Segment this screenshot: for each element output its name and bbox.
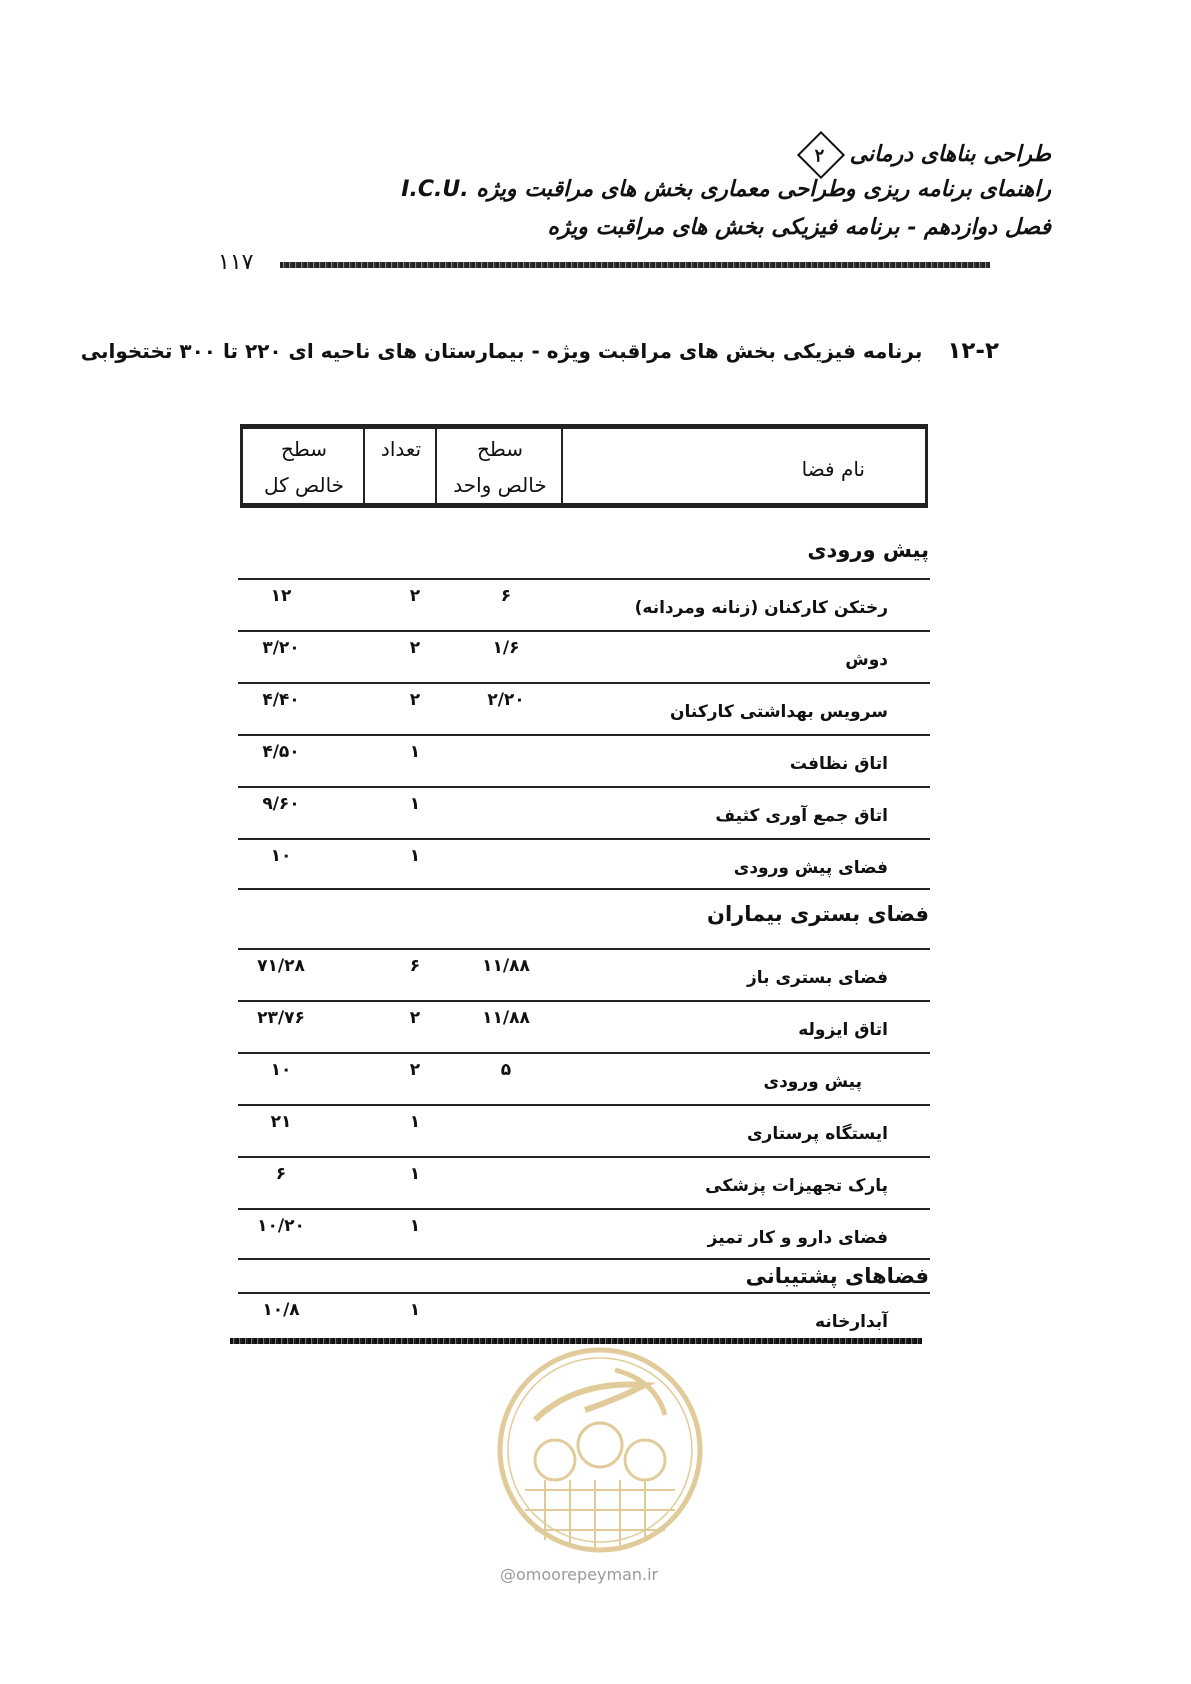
table-row [238,682,930,734]
table-row [238,578,930,630]
row-count: ۱ [409,1216,421,1236]
row-count: ۱ [409,1164,421,1184]
column-header-name-label: نام فضا [801,457,865,481]
group-divider [238,888,930,890]
row-total-area: ۹/۶۰ [262,794,300,814]
row-unit-area: ۱/۶ [492,638,520,658]
column-header-total-line2: خالص کل [263,473,345,497]
row-name: دوش [845,650,888,670]
table-row [238,1292,930,1338]
column-header-unit-line1: سطح [476,437,524,461]
row-total-area: ۳/۲۰ [262,638,300,658]
row-count: ۲ [409,690,421,710]
table-row [238,1000,930,1052]
header-divider [280,262,990,268]
row-count: ۶ [409,956,421,976]
header-book-title [800,138,1051,172]
page-number: ۱۱۷ [218,250,254,275]
column-header-unit-line2: خالص واحد [453,473,547,497]
row-name: فضای دارو و کار تمیز [707,1228,888,1248]
watermark-handle: @omoorepeyman.ir [500,1565,659,1584]
guide-title-text: راهنمای برنامه ریزی وطراحی معماری بخش های مراقبت ویژه [476,176,1051,202]
row-total-area: ۱۰ [270,846,292,866]
watermark-logo-icon [495,1340,705,1560]
row-name: پیش ورودی [763,1072,862,1092]
row-unit-area: ۵ [500,1060,512,1080]
column-header-count-label: تعداد [380,437,422,461]
row-name: فضای بستری باز [746,968,888,988]
row-count: ۱ [409,1300,421,1320]
row-total-area: ۲۳/۷۶ [257,1008,305,1028]
table-row [238,948,930,1000]
table-row [238,838,930,890]
column-header-name [561,429,925,503]
table-row [238,734,930,786]
group-title: فضاهای پشتیبانی [745,1264,929,1288]
table-row [238,1104,930,1156]
guide-title-abbr: I.C.U. [401,177,469,202]
table-row [238,1208,930,1260]
group-divider [238,1258,930,1260]
table-row [238,1052,930,1104]
row-unit-area: ۶ [500,586,512,606]
row-name: اتاق ایزوله [798,1020,888,1040]
row-count: ۱ [409,846,421,866]
row-name: اتاق نظافت [789,754,888,774]
table-row [238,1156,930,1208]
row-count: ۱ [409,794,421,814]
row-total-area: ۷۱/۲۸ [257,956,305,976]
group-title: پیش ورودی [807,538,929,562]
table-row [238,630,930,682]
group-title: فضای بستری بیماران [707,902,929,926]
row-total-area: ۶ [275,1164,287,1184]
row-name: پارک تجهیزات پزشکی [705,1176,888,1196]
row-count: ۲ [409,1008,421,1028]
row-name: آبدارخانه [815,1312,888,1332]
row-unit-area: ۱۱/۸۸ [482,1008,530,1028]
column-header-total-line1: سطح [280,437,328,461]
section-title-text: برنامه فیزیکی بخش های مراقبت ویژه - بیمارستان های ناحیه ای ۲۲۰ تا ۳۰۰ تختخوابی [80,339,923,363]
table-header [240,424,928,508]
row-count: ۱ [409,1112,421,1132]
row-name: سرویس بهداشتی کارکنان [670,702,888,722]
row-total-area: ۴/۵۰ [262,742,300,762]
row-name: اتاق جمع آوری کثیف [715,806,888,826]
row-name: ایستگاه پرستاری [746,1124,888,1144]
row-unit-area: ۲/۲۰ [487,690,525,710]
row-name: فضای پیش ورودی [733,858,888,878]
column-header-count [363,429,437,503]
book-title-text: طراحی بناهای درمانی [849,141,1051,167]
row-count: ۲ [409,586,421,606]
row-count: ۱ [409,742,421,762]
header-chapter-title: فصل دوازدهم - برنامه فیزیکی بخش های مراقبت ویژه [547,214,1051,240]
row-total-area: ۴/۴۰ [262,690,300,710]
row-count: ۲ [409,1060,421,1080]
row-unit-area: ۱۱/۸۸ [482,956,530,976]
table-row [238,786,930,838]
section-title [81,338,999,364]
row-total-area: ۱۰/۸ [262,1300,300,1320]
row-total-area: ۱۰/۲۰ [257,1216,305,1236]
row-name: رختکن کارکنان (زنانه ومردانه) [634,598,888,618]
row-total-area: ۲۱ [270,1112,292,1132]
row-total-area: ۱۲ [270,586,292,606]
column-header-unit-area [435,429,563,503]
row-count: ۲ [409,638,421,658]
column-header-total-area [243,429,365,503]
header-guide-title [401,176,1051,202]
volume-number: ۲ [814,145,825,167]
volume-badge [797,131,845,179]
section-number: ۱۲-۲ [947,338,999,364]
row-total-area: ۱۰ [270,1060,292,1080]
